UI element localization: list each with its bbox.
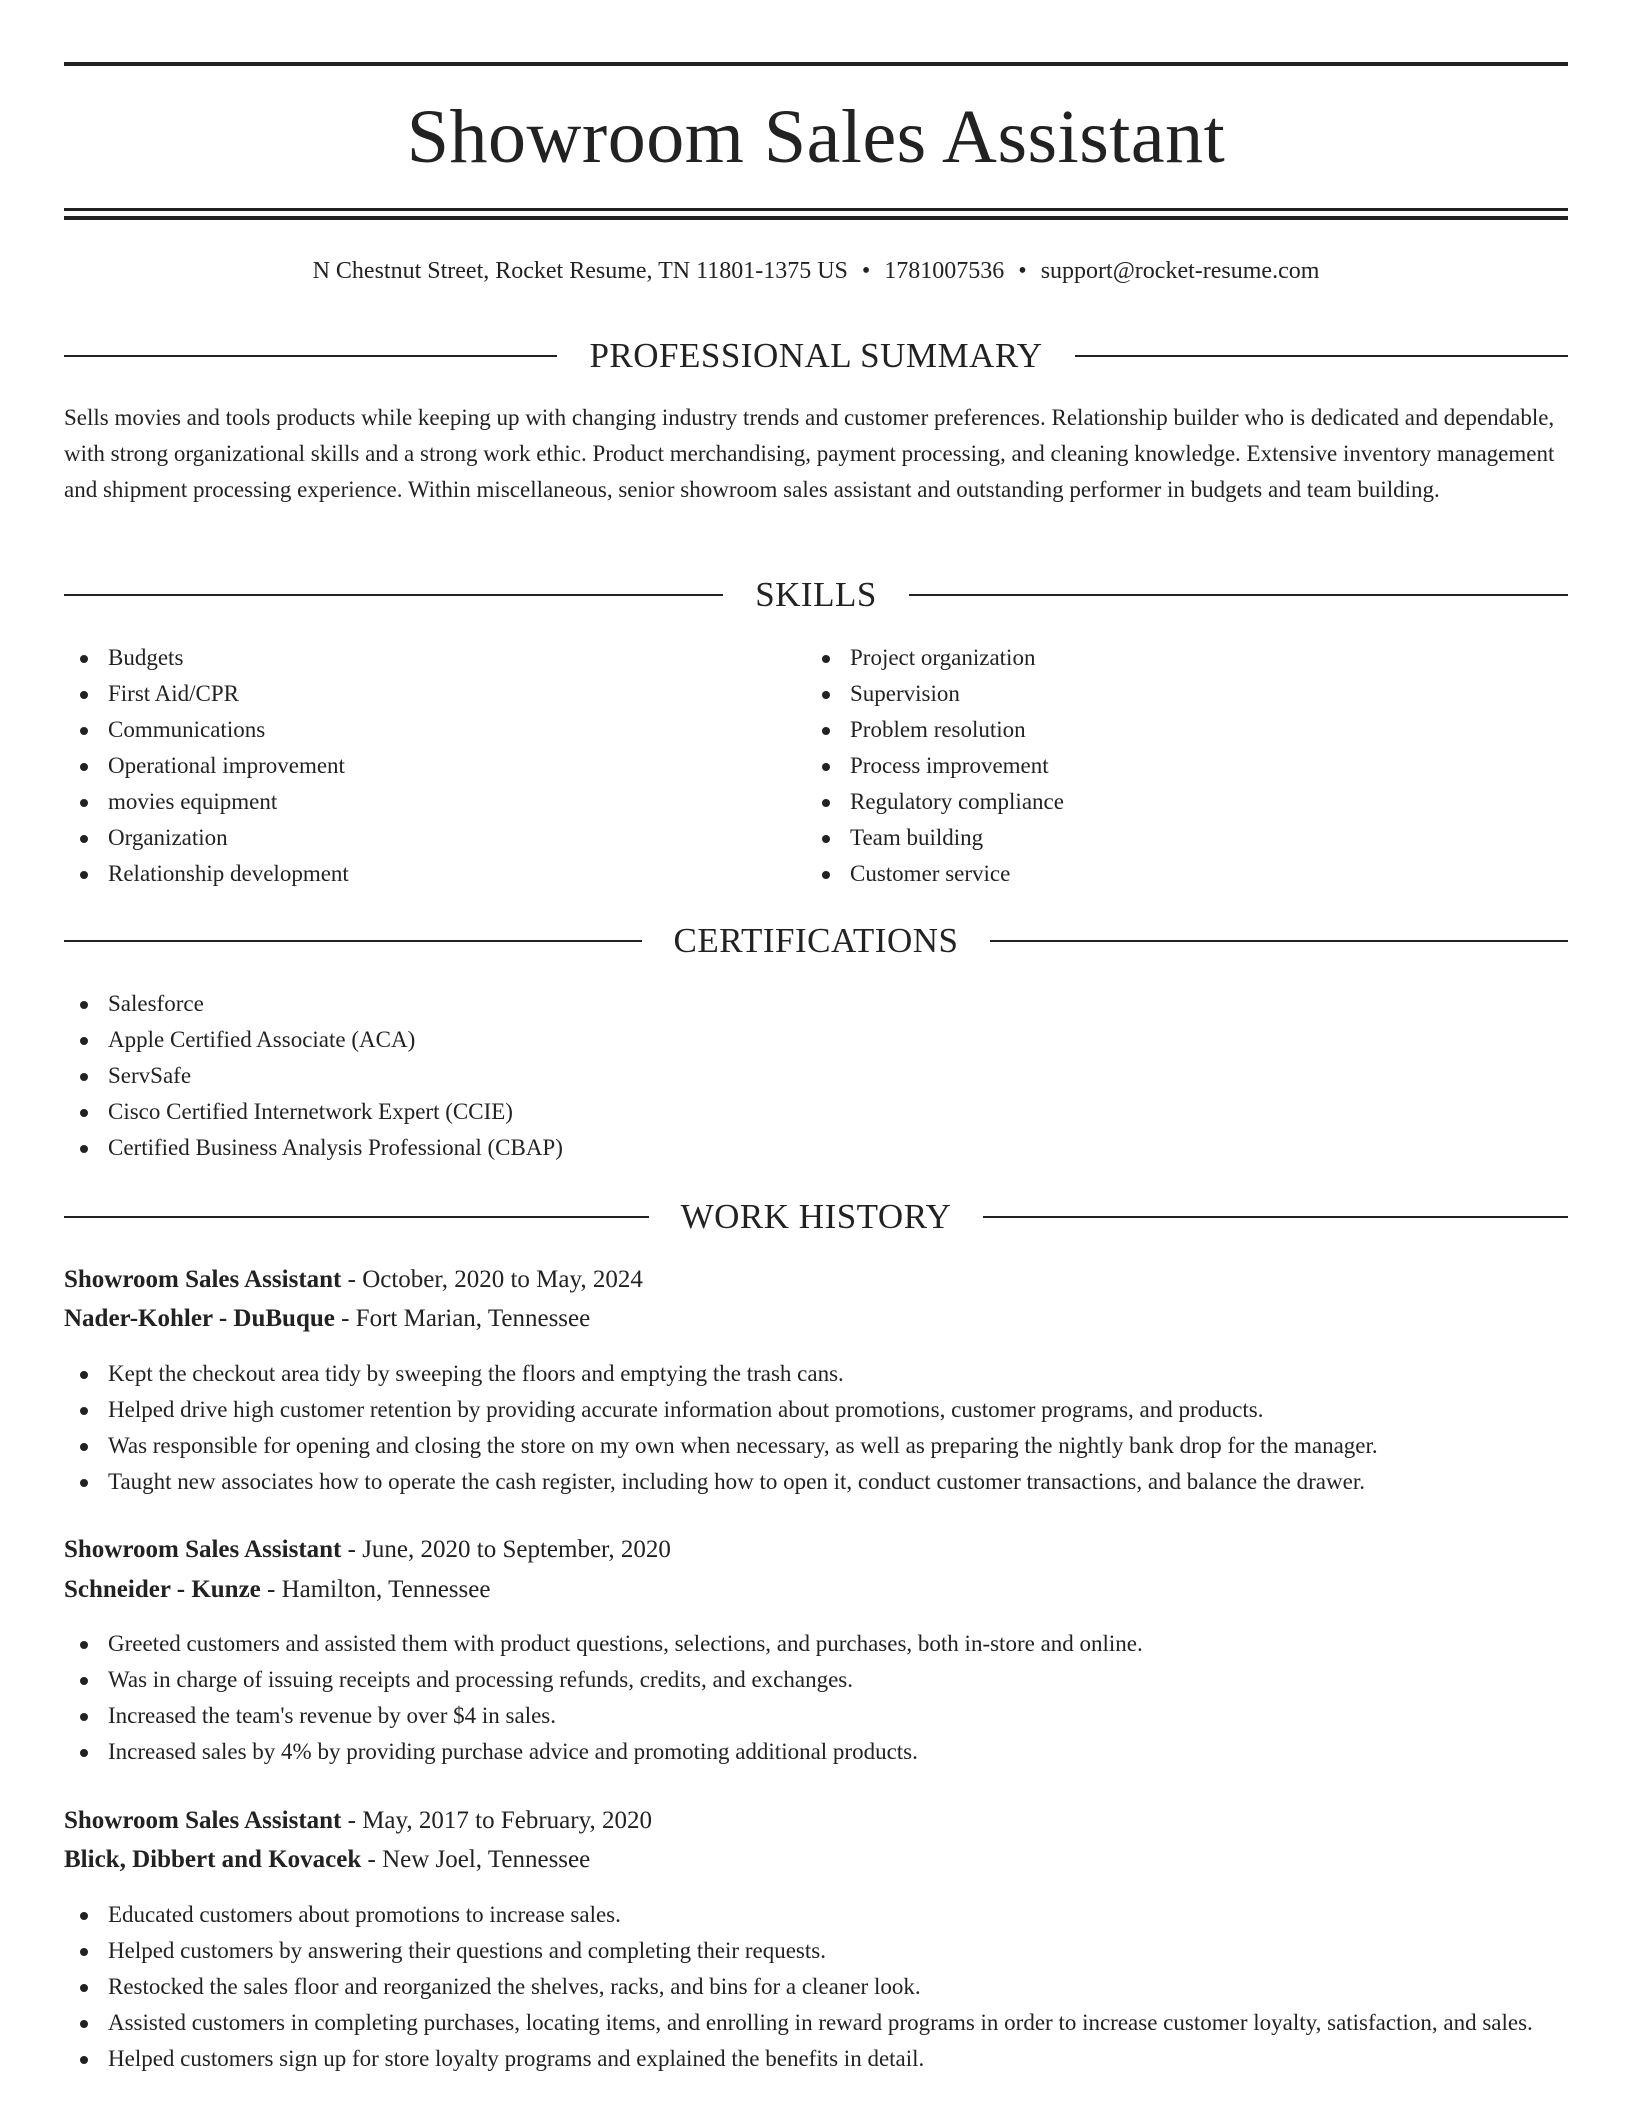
section-rule — [64, 594, 723, 596]
job-bullet: Kept the checkout area tidy by sweeping the floors and emptying the trash cans. — [64, 1356, 1568, 1392]
job-bullet: Was in charge of issuing receipts and processing refunds, credits, and exchanges. — [64, 1662, 1568, 1698]
skill-item: Relationship development — [64, 856, 804, 892]
summary-text: Sells movies and tools products while keeping up with changing industry trends and customer preferences. Relationship builder who is dedicated and dependable, with strong organizational skills and a strong work ethic. Product merchandising, payment processing, and cleaning knowledge. Extensive inventory management and shipment processing experience. Within miscellaneous, senior showroom sales assistant and outstanding performer in budgets and team building. — [64, 405, 1555, 502]
job-location: - New Joel, Tennessee — [361, 1846, 591, 1873]
resume-name: Showroom Sales Assistant — [406, 95, 1226, 179]
skill-item: movies equipment — [64, 784, 804, 820]
job-bullet: Increased sales by 4% by providing purchase advice and promoting additional products. — [64, 1734, 1568, 1770]
contact-phone: 1781007536 — [884, 258, 1005, 284]
top-rule — [64, 62, 1568, 66]
job-bullet: Educated customers about promotions to increase sales. — [64, 1897, 1568, 1933]
section-title: CERTIFICATIONS — [673, 921, 959, 960]
section-header-work-history — [64, 1197, 1568, 1237]
job-bullet: Helped drive high customer retention by providing accurate information about promotions, customer programs, and products. — [64, 1392, 1568, 1428]
job-title-line — [64, 1261, 1568, 1299]
skills-list-left — [64, 640, 804, 892]
job-bullet: Was responsible for opening and closing the store on my own when necessary, as well as preparing the nightly bank drop for the manager. — [64, 1428, 1568, 1464]
skills-list-right — [806, 640, 1566, 892]
job-bullet: Greeted customers and assisted them with product questions, selections, and purchases, both in-store and online. — [64, 1626, 1568, 1662]
job-company: Schneider - Kunze — [64, 1576, 261, 1603]
job-bullet: Taught new associates how to operate the cash register, including how to open it, conduct customer transactions, and balance the drawer. — [64, 1464, 1568, 1500]
section-rule — [64, 355, 557, 357]
skill-item: Project organization — [806, 640, 1566, 676]
skill-item: Operational improvement — [64, 748, 804, 784]
job-bullet: Helped customers sign up for store loyalty programs and explained the benefits in detail. — [64, 2041, 1568, 2077]
job-bullet: Restocked the sales floor and reorganized the shelves, racks, and bins for a cleaner look. — [64, 1969, 1568, 2005]
section-header-summary — [64, 336, 1568, 376]
section-rule — [64, 940, 642, 942]
name-rule-lower — [64, 216, 1568, 220]
job-bullet: Increased the team's revenue by over $4 in sales. — [64, 1698, 1568, 1734]
job-bullets — [64, 1626, 1568, 1770]
skill-item: Process improvement — [806, 748, 1566, 784]
certification-item: Cisco Certified Internetwork Expert (CCIE) — [64, 1094, 1568, 1130]
certification-item: Salesforce — [64, 986, 1568, 1022]
section-header-skills — [64, 575, 1568, 615]
contact-separator: • — [1018, 258, 1027, 284]
contact-email: support@rocket-resume.com — [1040, 258, 1320, 284]
job-company: Blick, Dibbert and Kovacek — [64, 1846, 362, 1873]
contact-address: N Chestnut Street, Rocket Resume, TN 11801-1375 US — [312, 258, 848, 284]
section-title: SKILLS — [755, 575, 877, 614]
job-location: - Fort Marian, Tennessee — [334, 1305, 591, 1332]
skill-item: Communications — [64, 712, 804, 748]
job-bullets — [64, 1356, 1568, 1500]
job-location: - Hamilton, Tennessee — [260, 1576, 491, 1603]
skill-item: Supervision — [806, 676, 1566, 712]
section-rule — [990, 940, 1568, 942]
certification-item: Certified Business Analysis Professional (CBAP) — [64, 1130, 1568, 1166]
job-title: Showroom Sales Assistant — [64, 1266, 342, 1293]
certifications-list — [64, 986, 1568, 1166]
job-dates: - June, 2020 to September, 2020 — [341, 1536, 671, 1563]
job-title: Showroom Sales Assistant — [64, 1536, 342, 1563]
skill-item: Problem resolution — [806, 712, 1566, 748]
skill-item: Organization — [64, 820, 804, 856]
name-rule-upper — [64, 208, 1568, 211]
job-dates: - May, 2017 to February, 2020 — [341, 1807, 652, 1834]
skill-item: Team building — [806, 820, 1566, 856]
section-title: WORK HISTORY — [680, 1197, 952, 1236]
job-company-line — [64, 1300, 1568, 1338]
section-header-certifications — [64, 921, 1568, 961]
certification-item: ServSafe — [64, 1058, 1568, 1094]
section-title: PROFESSIONAL SUMMARY — [589, 336, 1043, 375]
section-rule — [909, 594, 1568, 596]
certification-item: Apple Certified Associate (ACA) — [64, 1022, 1568, 1058]
job-bullet: Helped customers by answering their questions and completing their requests. — [64, 1933, 1568, 1969]
job-dates: - October, 2020 to May, 2024 — [341, 1266, 643, 1293]
job-bullet: Assisted customers in completing purchases, locating items, and enrolling in reward programs in order to increase customer loyalty, satisfaction, and sales. — [64, 2005, 1568, 2041]
job-title: Showroom Sales Assistant — [64, 1807, 342, 1834]
skill-item: Regulatory compliance — [806, 784, 1566, 820]
section-rule — [1075, 355, 1568, 357]
skill-item: First Aid/CPR — [64, 676, 804, 712]
job-company: Nader-Kohler - DuBuque — [64, 1305, 335, 1332]
section-rule — [64, 1216, 649, 1218]
job-title-line — [64, 1531, 1568, 1569]
skill-item: Customer service — [806, 856, 1566, 892]
job-company-line — [64, 1571, 1568, 1609]
job-title-line — [64, 1802, 1568, 1840]
contact-line — [64, 254, 1568, 288]
job-bullets — [64, 1897, 1568, 2077]
skill-item: Budgets — [64, 640, 804, 676]
section-rule — [983, 1216, 1568, 1218]
job-company-line — [64, 1841, 1568, 1879]
contact-separator: • — [861, 258, 871, 284]
